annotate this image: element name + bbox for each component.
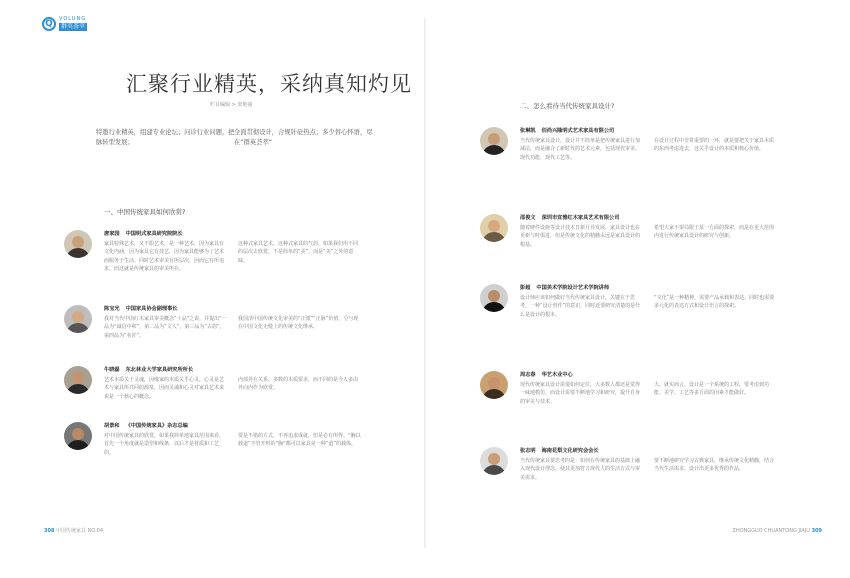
expert-text-col2: “文化”是一种精神，需要产品承载和表达，同时也需要多元化的表达方式和设计语言的探索。 <box>654 295 775 310</box>
expert-photo <box>480 214 508 242</box>
expert-text-col1: 设计师应该如何做好当代传统家具设计，关键在于思考，一种“设计创作”的意识，同时还要研究清楚的是什么是设计的根本。 <box>520 295 641 318</box>
logo-bottom-text: 群英荟萃 <box>61 23 86 30</box>
expert-photo <box>64 230 92 258</box>
logo-q-icon: Q <box>42 17 56 31</box>
expert-photo <box>480 371 508 399</box>
left-page <box>22 0 422 578</box>
expert-name: 彭超 <box>520 285 531 291</box>
expert-text-col2: 要不断地研究学习古典家具，继承传统文化精髓，结合当代生活需求，设计出更多优秀的作品。 <box>654 458 775 473</box>
expert-title: 东北林业大学家具研究所所长 <box>125 367 194 373</box>
expert-title: 《中国传统家具》杂志总编 <box>125 423 188 429</box>
expert-photo <box>64 422 92 450</box>
expert-name: 张志明 <box>520 448 536 454</box>
expert-text-col1: 艺术本质关于灵魂，因缘家的本质关乎心灵，心灵是艺术与家具所共同的源泉，因而灵魂和心灵对家具艺术来说是一个核心的概念。 <box>104 377 225 400</box>
footer-text: 中国传统家具 NO.04 <box>56 528 104 534</box>
expert-text-col1: 当代传统家具设计，设计并不简单是把传统家具进行加减法，而是融合了新时代的艺术元素，包括现代审美、现代功能、现代工艺等。 <box>520 138 641 161</box>
expert-text-col2: 在设计过程中非常重要的一环，就是要把关于家具本质的东西考虑进去，这关乎设计的本质和核心价值。 <box>654 138 775 153</box>
section-heading: 二、怎么看待当代传统家具设计? <box>520 102 615 110</box>
expert-name: 周志春 <box>520 372 536 378</box>
expert-text-col2: 要是不错的方式，不再追求成就，但是必有所得。“胸以载道”不管开料的“胸”都可以家具是一种“道”的载体。 <box>238 433 361 448</box>
expert-title: 佰尚兴隆明式艺术家具有限公司 <box>541 128 615 134</box>
expert-text-col1: 当代传统家具要思考的是：如何在传统家具的基础上融入现代设计理念，使其更加符合现代人的生活方式与审美需求。 <box>520 458 641 481</box>
expert-title: 海南花梨文化研究会会长 <box>541 448 599 454</box>
page-number: 308 <box>44 528 55 534</box>
expert-photo <box>480 447 508 475</box>
expert-photo <box>64 366 92 394</box>
expert-text-col2: 大、就实而言，设计是一个系统的工程，要考虑到功能、美学、工艺等多方面的因素才能做好。 <box>654 382 770 397</box>
expert-photo <box>480 284 508 312</box>
expert-text-col1: 家具特殊艺术，又不限艺术，是一种艺术，因为家具有文化内涵，因为家具它有技艺，因为家具能够为了艺术而服务于生活，同时艺术审美有所层次，因而它有所追求，而这就是传统家具的审美所在。 <box>104 241 225 272</box>
expert-text-col1: 我对当代中国红木家具审美概念“十品”之说，并提出“一品为“诚信中和”，第二品为“文人”，第三品为“古韵”，第四品为“名匠”。 <box>104 316 227 339</box>
magazine-logo <box>42 17 87 31</box>
section-heading: 一、中国传统家具如何欣赏? <box>104 208 186 216</box>
expert-name: 张琳凯 <box>520 128 536 134</box>
page-number: 309 <box>811 528 822 534</box>
expert-name: 牛晓磊 <box>104 367 120 373</box>
expert-text-col2: 希望大家不要局限于某一方面的探索，而是在更大范围内进行传统家具设计的研究与创新。 <box>654 225 775 240</box>
right-footer <box>732 528 822 534</box>
expert-title: 中国美术学院设计艺术学院讲师 <box>536 285 610 291</box>
expert-name: 胡景和 <box>104 423 120 429</box>
expert-text-col2: 我国清中国传统文化审美的“正派”“正脉”价值，分与现在中国文化无缝上的传统文化继承。 <box>238 316 359 331</box>
expert-name: 唐家园 <box>104 231 120 237</box>
expert-title: 中国家具协会副理事长 <box>125 306 178 312</box>
article-title: 汇聚行业精英，采纳真知灼见 <box>126 72 412 96</box>
expert-text-col2: 这种式家具艺术，这种式家具的气韵，如果我们用不同的层次去欣赏，不是简单的“美”，而是“美”之外的意味。 <box>238 241 359 264</box>
left-footer <box>44 527 103 534</box>
expert-text-col1: 现代传统家具设计需要如何定位，大多数人都还是觉得一味地模仿，而设计需要不断地学习和研究，提升自身的审美与技术。 <box>520 382 641 405</box>
right-page <box>428 0 828 578</box>
intro-text-a: 特邀行业精英，组建专业论坛；问诊行业问题，把脉转型发展； <box>96 129 235 146</box>
expert-name: 陈宝光 <box>104 306 120 312</box>
expert-title: 深圳市宜雅红木家具艺术有限公司 <box>541 215 620 221</box>
logo-top-text: VOLUNG <box>59 16 87 22</box>
expert-text-col1: 随着硬件设施等设计技术日新月异发展，家具设计也在更新与时俱进，但是传统文化的精髓永远是家具设计的根基。 <box>520 225 641 248</box>
footer-text: ZHONGGUO CHUANTONG JIAJU <box>732 528 810 534</box>
expert-title: 华艺木业中心 <box>541 372 573 378</box>
expert-photo <box>480 127 508 155</box>
expert-title: 中国明式家具研究院院长 <box>125 231 183 237</box>
intro-text-b: 全面贯彻设计，合规针砭热点；多少替心怀语，尽在“群英荟萃” <box>234 129 373 146</box>
expert-text-col2: 内部外在关系、多数的本质要求，而不同的是今人多由外向内作为欣赏。 <box>238 377 359 392</box>
expert-name: 邵俊文 <box>520 215 536 221</box>
article-editor: 栏目编辑 > 张艳丽 <box>210 102 253 108</box>
expert-photo <box>64 305 92 333</box>
page-gutter <box>424 18 426 548</box>
expert-text-col1: 对中国传统家具的欣赏，如果我简单地家具范围来看，首先一个角度就是造型和线条，以后才是材质和工艺的。 <box>104 433 225 456</box>
